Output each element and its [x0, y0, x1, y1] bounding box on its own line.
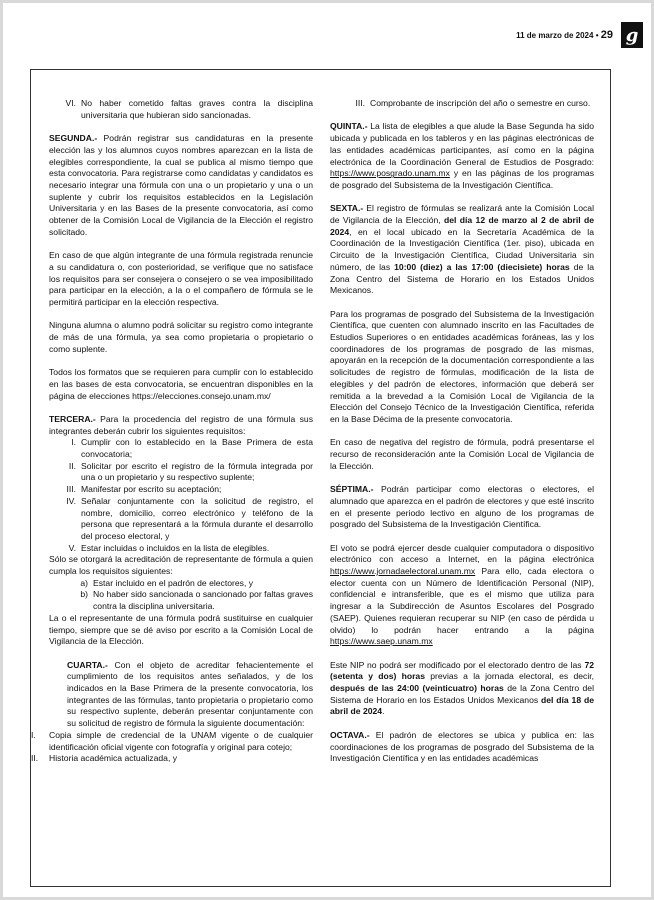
list-item: I. Cumplir con lo establecido en la Base Primera de esta convocatoria;	[71, 437, 313, 460]
header-separator: •	[595, 31, 599, 40]
right-column	[330, 98, 594, 777]
header-date-page	[516, 29, 613, 41]
gaceta-logo-icon: g	[621, 22, 643, 48]
base-cuarta: CUARTA.- Con el objeto de acreditar fehacientemente el cumplimiento de los requisitos antes señalados, y de los indicados en la Base Primera de la presente convocatoria, los integrantes de las fórmulas, tanto propietaria o propietario como su respectivo suplente, deberán presentar conjuntamente con su solicitud de registro de fórmula la siguiente documentación: I. Copia simple de credencial de la UNAM vigente o de cualquier identificación oficial vigente con fotografía y original para cotejo; II. Historia académica actualizada, y	[31, 659, 313, 764]
list-item: II. Historia académica actualizada, y	[31, 753, 178, 764]
list-item: IV. Señalar conjuntamente con la solicitud de registro, el nombre, domicilio, correo electrónico y teléfono de la persona que representará a la fórmula durante el desarrollo del proceso electoral, y	[66, 495, 313, 541]
paragraph: Todos los formatos que se requieren para cumplir con lo establecido en las bases de esta convocatoria, se encuentran disponibles en la página de elecciones https://elecciones.consejo.unam.mx/	[49, 367, 313, 401]
paragraph: Sólo se otorgará la acreditación de representante de fórmula a quien cumpla los requisitos siguientes:	[49, 554, 313, 577]
paragraph: Ninguna alumna o alumno podrá solicitar su registro como integrante de más de una fórmula, ya sea como propietaria o propietario o como suplente.	[49, 320, 313, 354]
left-column	[31, 98, 313, 765]
paragraph-voto: El voto se podrá ejercer desde cualquier computadora o dispositivo electrónico con acceso a Internet, en la página electrónica https://www.jornadaelectoral.unam.mx Para ello, cada electora o elector cuenta con un Número de Identificación Personal (NIP), confidencial e intransferible, que es el mismo que utiliza para ingresar a la Subdirección de Asuntos Escolares del Posgrado (SAEP). Quienes requieran recuperar su NIP (en caso de pérdida u olvido) lo podrán hacer entrando a la página https://www.saep.unam.mx	[330, 542, 594, 647]
jornada-electoral-link[interactable]: https://www.jornadaelectoral.unam.mx	[330, 566, 476, 577]
list-item: III. Comprobante de inscripción del año o semestre en curso.	[355, 98, 591, 108]
base-segunda: SEGUNDA.- Podrán registrar sus candidaturas en la presente elección las y los alumnos cuyos nombres aparezcan en la lista de elegibles correspondiente, la cual se publica al mismo tiempo que esta convocatoria. Para registrarse como candidatas y candidatos es necesario integrar una fórmula con una o un propietario y una o un suplente y cubrir los requisitos establecidos en la Legislación Universitaria y en las Bases de la presente convocatoria, así como obtener de la Comisión Local de Vigilancia de la Elección el registro solicitado.	[49, 133, 313, 237]
paragraph: En caso de que algún integrante de una fórmula registrada renuncie a su candidatura o, con posterioridad, se verifique que no satisface los requisitos para ser consejera o consejero o se vea imposibilitado para participar en la elección, a la o el compañero de fórmula se le permitirá participar en la elección respectiva.	[49, 250, 313, 307]
list-item: III. Manifestar por escrito su aceptación;	[66, 484, 222, 495]
base-septima: SÉPTIMA.- Podrán participar como electoras o electores, el alumnado que aparezca en el padrón de electores y que esté inscrito en el presente periodo lectivo en alguno de los programas de posgrado del Subsistema de la Investigación Científica.	[330, 484, 594, 530]
list-item: V. Estar incluidas o incluidos en la lista de elegibles.	[68, 542, 270, 553]
base-tercera: TERCERA.- Para la procedencia del registro de una fórmula sus integrantes deberán cubrir los siguientes requisitos:	[49, 413, 313, 436]
paragraph: En caso de negativa del registro de fórmula, podrá presentarse el recurso de reconsideración ante la Comisión Local de Vigilancia de la Elección.	[330, 437, 594, 471]
base-sexta: SEXTA.- El registro de fórmulas se realizará ante la Comisión Local de Vigilancia de la Elección, del día 12 de marzo al 2 de abril de 2024, en el local ubicado en la Secretaría Académica de la Coordinación de la Investigación Científica (1er. piso), ubicada en Circuito de la Investigación Científica, Ciudad Universitaria sin número, de las 10:00 (diez) a las 17:00 (diecisiete) horas de la Zona Centro del Sistema de Horario en los Estados Unidos Mexicanos.	[330, 203, 595, 296]
ab-list	[49, 578, 313, 613]
document-page	[3, 3, 651, 897]
paragraph: La o el representante de una fórmula podrá sustituirse en cualquier tiempo, siempre que se dé aviso por escrito a la Comisión Local de Vigilancia de la Elección.	[49, 612, 313, 647]
paragraph-nip: Este NIP no podrá ser modificado por el electorado dentro de las 72 (setenta y dos) horas previas a la jornada electoral, es decir, después de las 24:00 (veinticuatro) horas de la Zona Centro del Sistema de Horario en los Estados Unidos Mexicanos del día 18 de abril de 2024.	[330, 659, 595, 717]
base-octava: OCTAVA.- El padrón de electores se ubica y publica en: las coordinaciones de los programas de posgrado del Subsistema de la Investigación Científica y en las entidades académicas	[330, 729, 594, 764]
base-quinta: QUINTA.- La lista de elegibles a que alude la Base Segunda ha sido ubicada y publicada en los tableros y en las páginas electrónicas de las entidades académicas participantes, así como en la página electrónica de la Coordinación General de Estudios de Posgrado: https://www.posgrado.unam.mx y en las páginas de los programas de posgrado del Subsistema de la Investigación Científica.	[330, 121, 594, 190]
list-item: II. Solicitar por escrito el registro de la fórmula integrada por una o un propietario y su respectivo suplente;	[68, 460, 313, 483]
cuarta-list	[31, 729, 313, 765]
list-item: b) No haber sido sancionada o sancionado por faltas graves contra la disciplina universitaria.	[80, 589, 313, 612]
saep-link[interactable]: https://www.saep.unam.mx	[330, 636, 433, 647]
posgrado-link[interactable]: https://www.posgrado.unam.mx	[330, 168, 450, 179]
page-header	[516, 21, 643, 49]
list-item: I. Copia simple de credencial de la UNAM vigente o de cualquier identificación oficial vigente con fotografía y original para cotejo;	[31, 729, 313, 752]
header-date: 11 de marzo de 2024	[516, 31, 594, 40]
list-item: a) Estar incluido en el padrón de electores, y	[80, 577, 254, 588]
page-number: 29	[600, 29, 613, 41]
list-item: VI. No haber cometido faltas graves contra la disciplina universitaria que hubieran sido sancionadas.	[65, 98, 313, 120]
paragraph: Para los programas de posgrado del Subsistema de la Investigación Científica, que cuenten con alumnado inscrito en las Facultades de Estudios Superiores o en entidades académicas foráneas, las y los coordinadores de los programas de posgrado de las mismas, apoyarán en la recepción de la documentación correspondiente a las solicitudes de registro de fórmulas, modificación de la lista de elegibles y del padrón de electores, información que deberá ser remitida a la brevedad a la Comisión Local de Vigilancia de la Elección del Consejo Técnico de la Investigación Científica, referida en la Base Décima de la presente convocatoria.	[330, 308, 594, 424]
tercera-list	[49, 437, 313, 554]
content-frame	[30, 69, 611, 887]
